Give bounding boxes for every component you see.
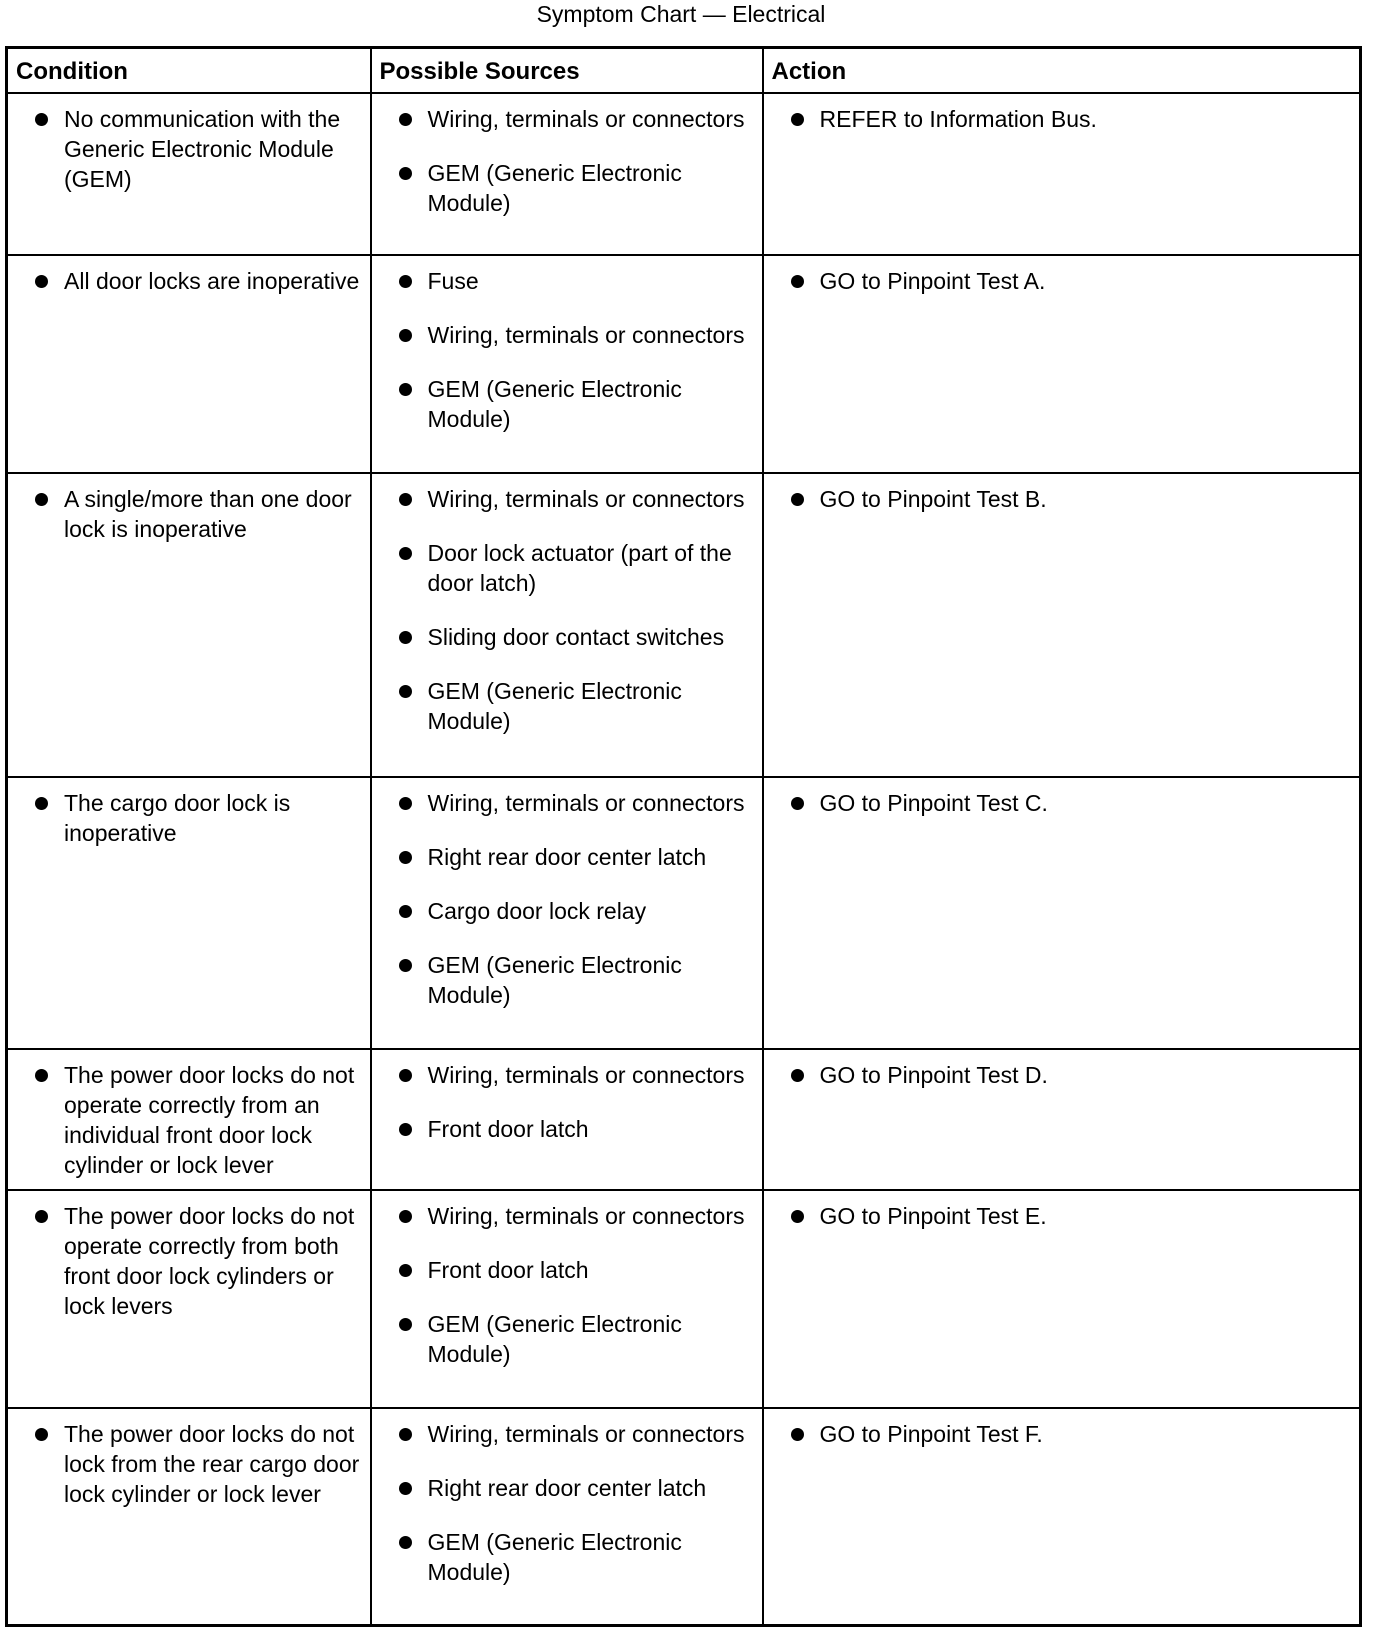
source-item: Wiring, terminals or connectors — [396, 104, 754, 134]
source-item: Front door latch — [396, 1255, 754, 1285]
sources-cell — [371, 1408, 763, 1626]
source-item: Door lock actuator (part of the door latch) — [396, 538, 754, 598]
action-cell — [763, 93, 1361, 255]
source-item: Front door latch — [396, 1114, 754, 1144]
source-item: Sliding door contact switches — [396, 622, 754, 652]
sources-cell — [371, 93, 763, 255]
condition-cell — [7, 777, 371, 1049]
sources-cell — [371, 473, 763, 777]
source-item: GEM (Generic Electronic Module) — [396, 1527, 754, 1587]
source-item: GEM (Generic Electronic Module) — [396, 1309, 754, 1369]
condition-item: The power door locks do not lock from the rear cargo door lock cylinder or lock lever — [32, 1419, 362, 1509]
sources-cell — [371, 777, 763, 1049]
condition-cell — [7, 93, 371, 255]
source-item: Wiring, terminals or connectors — [396, 320, 754, 350]
source-item: Wiring, terminals or connectors — [396, 1419, 754, 1449]
source-item: Wiring, terminals or connectors — [396, 1201, 754, 1231]
source-item: Right rear door center latch — [396, 842, 754, 872]
condition-item: No communication with the Generic Electronic Module (GEM) — [32, 104, 362, 194]
sources-cell — [371, 1049, 763, 1190]
action-cell — [763, 255, 1361, 473]
sources-cell — [371, 255, 763, 473]
condition-item: All door locks are inoperative — [32, 266, 362, 296]
action-cell — [763, 1190, 1361, 1408]
condition-cell — [7, 255, 371, 473]
table-row — [7, 1408, 1361, 1626]
source-item: GEM (Generic Electronic Module) — [396, 676, 754, 736]
source-item: Wiring, terminals or connectors — [396, 1060, 754, 1090]
action-cell — [763, 473, 1361, 777]
condition-item: The cargo door lock is inoperative — [32, 788, 362, 848]
table-row — [7, 1049, 1361, 1190]
action-item: REFER to Information Bus. — [788, 104, 1352, 134]
action-item: GO to Pinpoint Test A. — [788, 266, 1352, 296]
source-item: Right rear door center latch — [396, 1473, 754, 1503]
condition-item: The power door locks do not operate correctly from an individual front door lock cylinder or lock lever — [32, 1060, 362, 1180]
header-row — [7, 48, 1361, 93]
action-item: GO to Pinpoint Test C. — [788, 788, 1352, 818]
table-row — [7, 93, 1361, 255]
table-row — [7, 1190, 1361, 1408]
condition-item: The power door locks do not operate correctly from both front door lock cylinders or lock levers — [32, 1201, 362, 1321]
condition-cell — [7, 1049, 371, 1190]
table-row — [7, 255, 1361, 473]
source-item: Cargo door lock relay — [396, 896, 754, 926]
header-action: Action — [763, 48, 1361, 93]
source-item: GEM (Generic Electronic Module) — [396, 158, 754, 218]
source-item: GEM (Generic Electronic Module) — [396, 374, 754, 434]
action-item: GO to Pinpoint Test E. — [788, 1201, 1352, 1231]
header-possible-sources: Possible Sources — [371, 48, 763, 93]
symptom-chart-table — [5, 46, 1362, 1627]
action-item: GO to Pinpoint Test F. — [788, 1419, 1352, 1449]
source-item: Wiring, terminals or connectors — [396, 484, 754, 514]
action-cell — [763, 1408, 1361, 1626]
condition-cell — [7, 1408, 371, 1626]
source-item: Wiring, terminals or connectors — [396, 788, 754, 818]
action-item: GO to Pinpoint Test B. — [788, 484, 1352, 514]
table-row — [7, 777, 1361, 1049]
condition-item: A single/more than one door lock is inoperative — [32, 484, 362, 544]
source-item: GEM (Generic Electronic Module) — [396, 950, 754, 1010]
condition-cell — [7, 1190, 371, 1408]
header-condition: Condition — [7, 48, 371, 93]
table-row — [7, 473, 1361, 777]
action-item: GO to Pinpoint Test D. — [788, 1060, 1352, 1090]
source-item: Fuse — [396, 266, 754, 296]
condition-cell — [7, 473, 371, 777]
chart-title: Symptom Chart — Electrical — [536, 1, 826, 27]
action-cell — [763, 1049, 1361, 1190]
action-cell — [763, 777, 1361, 1049]
sources-cell — [371, 1190, 763, 1408]
